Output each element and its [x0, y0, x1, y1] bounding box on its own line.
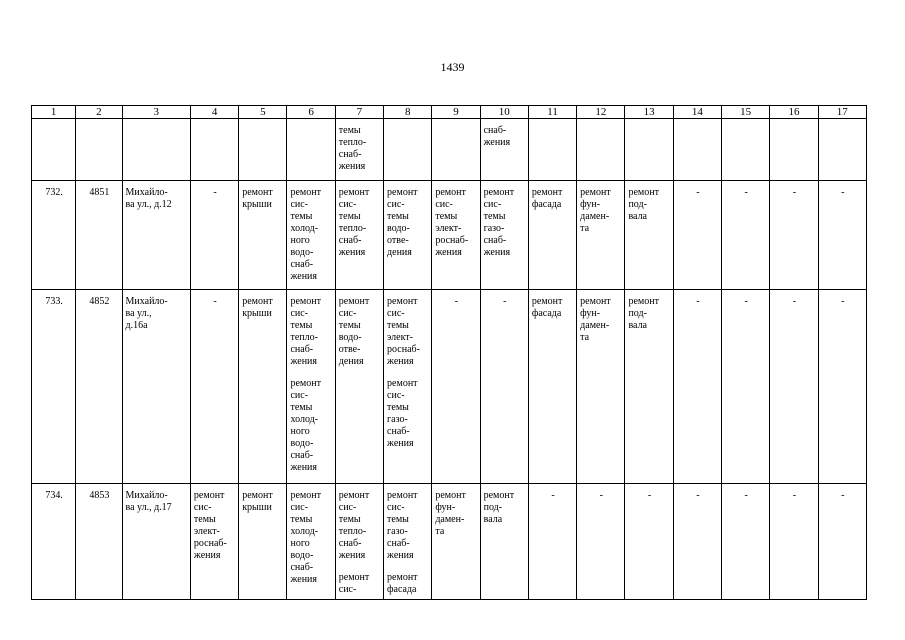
cell-text: ремонт сис- темы водо- отве- дения: [387, 187, 418, 258]
cell-text: -: [792, 187, 797, 198]
column-number: 17: [818, 106, 866, 119]
cell-text: -: [213, 187, 217, 198]
cell-text: ремонт сис- темы газо- снаб- жения: [387, 490, 418, 561]
table-cell: [577, 181, 625, 290]
cell-text: -: [841, 296, 845, 307]
table-cell: [480, 290, 528, 484]
cell-text: Михайло- ва ул., д.12: [125, 187, 172, 210]
table-cell: [722, 181, 770, 290]
column-number: 9: [432, 106, 480, 119]
table-cell: [577, 484, 625, 600]
table-row: [32, 290, 867, 484]
page-number: 1439: [440, 60, 465, 74]
table-cell: [432, 484, 480, 600]
table-row: [32, 484, 867, 600]
table-cell: [577, 290, 625, 484]
table-row: [32, 119, 867, 181]
table-cell: [32, 290, 76, 484]
cell-text: Михайло- ва ул., д.17: [125, 490, 172, 513]
table-row: [32, 181, 867, 290]
cell-text: ремонт сис- темы водо- отве- дения: [338, 296, 370, 367]
table-cell: [32, 119, 76, 181]
cell-text: ремонт сис- темы тепло- снаб- жения: [338, 187, 370, 258]
table-cell: [287, 119, 335, 181]
table-cell: [818, 119, 866, 181]
table-cell: [722, 119, 770, 181]
table-cell: [480, 484, 528, 600]
cell-text: ремонт сис- темы тепло- снаб- жения: [338, 490, 370, 561]
table-cell: [190, 290, 238, 484]
cell-text: ремонт фун- дамен- та: [580, 187, 611, 234]
cell-text: -: [841, 187, 845, 198]
cell-text: -: [744, 490, 748, 501]
repair-schedule-table: [31, 105, 867, 600]
table-cell: [122, 290, 190, 484]
column-number-row: [32, 106, 867, 119]
cell-text: ремонт сис- темы газо- снаб- жения: [483, 187, 515, 258]
cell-text: -: [744, 296, 748, 307]
table-cell: [770, 484, 818, 600]
table-cell: [432, 290, 480, 484]
table-cell: [76, 484, 122, 600]
column-number: 2: [76, 106, 122, 119]
table-cell: [287, 181, 335, 290]
table-cell: [239, 290, 287, 484]
table-cell: [287, 290, 335, 484]
table-cell: [625, 119, 673, 181]
cell-text: 4852: [89, 296, 110, 307]
column-number: 15: [722, 106, 770, 119]
column-number: 5: [239, 106, 287, 119]
table-cell: [76, 181, 122, 290]
table-cell: [673, 119, 721, 181]
cell-text: ремонт фасада: [387, 572, 418, 595]
cell-text: ремонт сис- темы холод- ного водо- снаб- жения: [290, 187, 321, 282]
cell-text: -: [551, 490, 555, 501]
cell-text: -: [792, 296, 797, 307]
cell-text: -: [454, 296, 459, 307]
column-number: 7: [335, 106, 383, 119]
table-cell: [122, 181, 190, 290]
column-number: 8: [384, 106, 432, 119]
table-cell: [122, 119, 190, 181]
cell-text: -: [696, 187, 700, 198]
cell-text: -: [213, 296, 217, 307]
table-cell: [770, 290, 818, 484]
cell-text: ремонт фасада: [531, 296, 563, 319]
cell-text: ремонт крыши: [242, 490, 273, 513]
table-cell: [335, 484, 383, 600]
table-cell: [190, 181, 238, 290]
column-number: 4: [190, 106, 238, 119]
table-cell: [625, 290, 673, 484]
table-cell: [32, 484, 76, 600]
table-cell: [190, 119, 238, 181]
table-cell: [673, 484, 721, 600]
cell-text: 732.: [45, 187, 63, 198]
table-cell: [818, 290, 866, 484]
table-cell: [818, 484, 866, 600]
table-cell: [335, 119, 383, 181]
table-cell: [384, 484, 432, 600]
table-cell: [770, 181, 818, 290]
column-number: 14: [673, 106, 721, 119]
table-cell: [770, 119, 818, 181]
cell-text: -: [647, 490, 652, 501]
table-cell: [384, 119, 432, 181]
table-cell: [335, 181, 383, 290]
table-cell: [384, 181, 432, 290]
table-cell: [722, 484, 770, 600]
cell-text: ремонт под- вала: [483, 490, 515, 525]
table-cell: [673, 181, 721, 290]
cell-text: ремонт под- вала: [628, 187, 659, 222]
cell-text: ремонт сис- темы газо- снаб- жения: [387, 378, 418, 449]
table-cell: [480, 181, 528, 290]
table-cell: [239, 484, 287, 600]
table-cell: [528, 290, 576, 484]
cell-text: ремонт сис- темы элект- роснаб- жения: [193, 490, 227, 561]
cell-text: -: [696, 490, 700, 501]
cell-text: -: [744, 187, 748, 198]
cell-text: ремонт сис- темы элект- роснаб- жения: [435, 187, 469, 258]
cell-text: 4851: [89, 187, 110, 198]
table-cell: [625, 181, 673, 290]
cell-text: Михайло- ва ул., д.16а: [125, 296, 168, 331]
table-cell: [722, 290, 770, 484]
table-cell: [432, 181, 480, 290]
table-cell: [480, 119, 528, 181]
cell-text: -: [503, 296, 507, 307]
cell-text: ремонт фасада: [531, 187, 563, 210]
column-number: 1: [32, 106, 76, 119]
cell-text: ремонт крыши: [242, 296, 273, 319]
column-number: 3: [122, 106, 190, 119]
table-cell: [239, 181, 287, 290]
table-cell: [76, 290, 122, 484]
column-number: 6: [287, 106, 335, 119]
table-cell: [76, 119, 122, 181]
column-number: 13: [625, 106, 673, 119]
table-cell: [32, 181, 76, 290]
cell-text: ремонт сис- темы холод- ного водо- снаб- жения: [290, 490, 321, 585]
cell-text: 733.: [45, 296, 63, 307]
cell-text: снаб- жения: [483, 125, 511, 148]
cell-text: ремонт крыши: [242, 187, 273, 210]
column-number: 16: [770, 106, 818, 119]
cell-text: ремонт фун- дамен- та: [435, 490, 466, 537]
cell-text: 4853: [89, 490, 110, 501]
table-cell: [528, 181, 576, 290]
column-number: 12: [577, 106, 625, 119]
column-number: 11: [528, 106, 576, 119]
table-cell: [673, 290, 721, 484]
cell-text: ремонт сис- темы элект- роснаб- жения: [387, 296, 420, 367]
cell-text: ремонт сис-: [338, 572, 370, 595]
table-cell: [818, 181, 866, 290]
table-cell: [122, 484, 190, 600]
cell-text: -: [696, 296, 700, 307]
cell-text: -: [841, 490, 845, 501]
cell-text: темы тепло- снаб- жения: [338, 125, 367, 172]
cell-text: ремонт сис- темы тепло- снаб- жения: [290, 296, 321, 367]
column-number: 10: [480, 106, 528, 119]
table-cell: [528, 484, 576, 600]
table-cell: [384, 290, 432, 484]
table-cell: [335, 290, 383, 484]
table-cell: [190, 484, 238, 600]
table-cell: [287, 484, 335, 600]
cell-text: -: [599, 490, 603, 501]
cell-text: ремонт фун- дамен- та: [580, 296, 611, 343]
cell-text: -: [792, 490, 797, 501]
table-cell: [528, 119, 576, 181]
table-cell: [625, 484, 673, 600]
table-cell: [239, 119, 287, 181]
cell-text: ремонт сис- темы холод- ного водо- снаб- жения: [290, 378, 321, 473]
cell-text: 734.: [45, 490, 63, 501]
table-cell: [432, 119, 480, 181]
cell-text: ремонт под- вала: [628, 296, 659, 331]
table-cell: [577, 119, 625, 181]
